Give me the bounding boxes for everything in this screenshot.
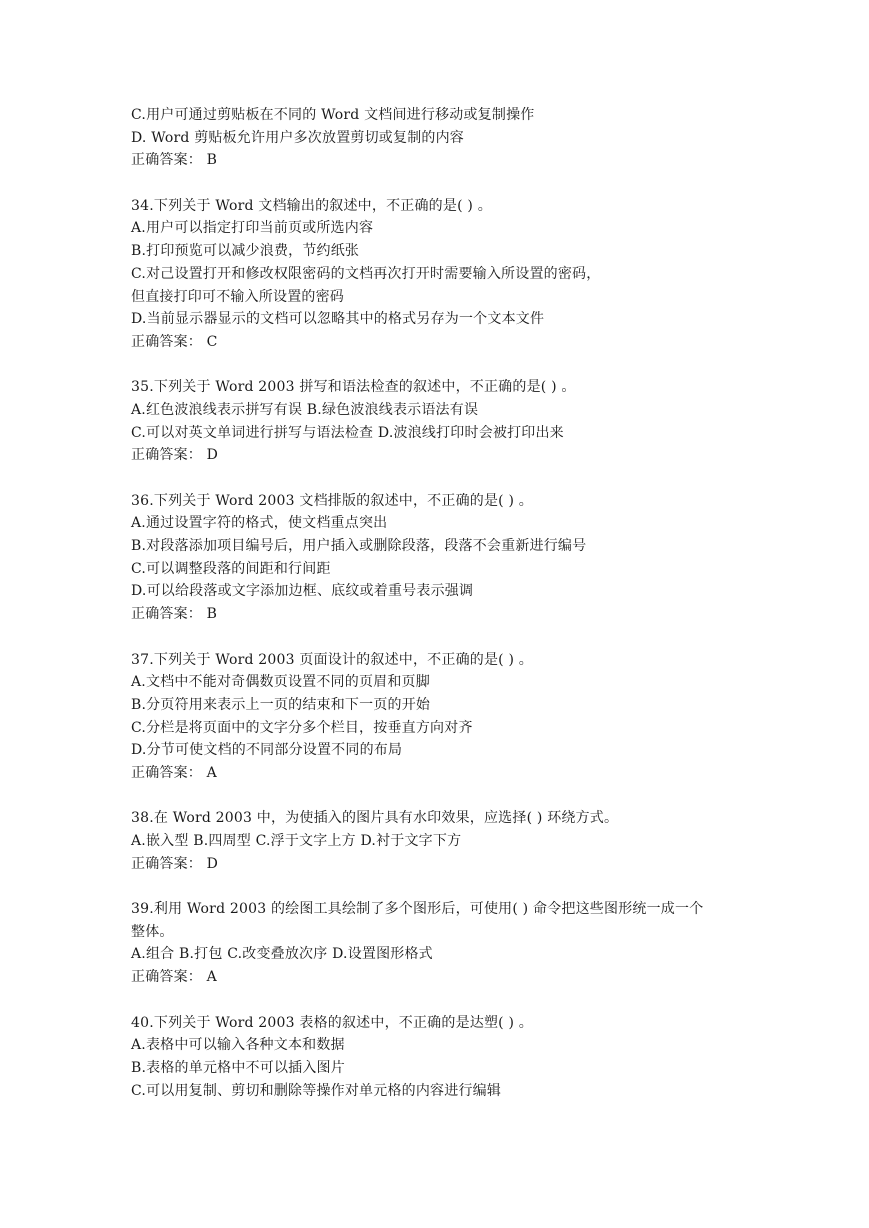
answer: 正确答案： A: [131, 764, 217, 781]
option-d-text: D. Word 剪贴板允许用户多次放置剪切或复制的内容: [131, 129, 464, 146]
question-36: [131, 490, 791, 626]
question-stem-continued: 整体。: [131, 923, 174, 940]
question-34: [131, 195, 791, 354]
option-a: A.用户可以指定打印当前页或所选内容: [131, 220, 374, 237]
spacer: [131, 989, 791, 1012]
answer: 正确答案： B: [131, 606, 218, 623]
spacer: [131, 172, 791, 195]
spacer: [131, 626, 791, 649]
answer: 正确答案： D: [131, 855, 219, 872]
option-c-continued: 但直接打印可不输入所设置的密码: [131, 288, 344, 305]
options: A.组合 B.打包 C.改变叠放次序 D.设置图形格式: [131, 946, 433, 963]
spacer: [131, 875, 791, 898]
options: A.嵌入型 B.四周型 C.浮于文字上方 D.衬于文字下方: [131, 833, 462, 849]
answer-text: 正确答案： B: [131, 152, 218, 169]
question-stem: 36.下列关于 Word 2003 文档排版的叙述中，不正确的是( ) 。: [131, 492, 533, 509]
question-38: [131, 807, 791, 875]
option-d: D.分节可使文档的不同部分设置不同的布局: [131, 742, 403, 759]
options-c-d: C.可以对英文单词进行拼写与语法检查 D.波浪线打印时会被打印出来: [131, 424, 564, 441]
option-c-text: C.用户可通过剪贴板在不同的 Word 文档间进行移动或复制操作: [131, 107, 535, 123]
question-stem: 34.下列关于 Word 文档输出的叙述中，不正确的是( ) 。: [131, 197, 492, 214]
option-c: C.分栏是将页面中的文字分多个栏目，按垂直方向对齐: [131, 719, 473, 736]
answer: 正确答案： A: [131, 969, 217, 986]
question-stem: 35.下列关于 Word 2003 拼写和语法检查的叙述中，不正确的是( ) 。: [131, 379, 576, 396]
intro-block: [131, 104, 791, 172]
answer: 正确答案： C: [131, 333, 218, 350]
option-b: B.表格的单元格中不可以插入图片: [131, 1059, 345, 1076]
option-c: C.可以调整段落的间距和行间距: [131, 560, 331, 577]
option-b: B.打印预览可以减少浪费，节约纸张: [131, 243, 360, 260]
question-40: [131, 1012, 791, 1103]
document-page: [131, 104, 791, 1102]
option-a: A.通过设置字符的格式，使文档重点突出: [131, 515, 388, 532]
question-stem: 39.利用 Word 2003 的绘图工具绘制了多个图形后，可使用( ) 命令把这些图形统一成一个: [131, 901, 704, 918]
question-stem: 40.下列关于 Word 2003 表格的叙述中，不正确的是达塑( ) 。: [131, 1014, 533, 1031]
option-d: D.可以给段落或文字添加边框、底纹或着重号表示强调: [131, 583, 474, 600]
question-stem: 38.在 Word 2003 中，为使插入的图片具有水印效果，应选择( ) 环绕方式。: [131, 810, 619, 827]
spacer: [131, 354, 791, 377]
question-35: [131, 376, 791, 467]
option-b: B.对段落添加项目编号后，用户插入或删除段落，段落不会重新进行编号: [131, 538, 587, 555]
spacer: [131, 785, 791, 808]
question-37: [131, 649, 791, 785]
option-c: C.可以用复制、剪切和删除等操作对单元格的内容进行编辑: [131, 1082, 502, 1099]
options-a-b: A.红色波浪线表示拼写有误 B.绿色波浪线表示语法有误: [131, 401, 479, 418]
question-39: [131, 898, 791, 989]
option-a: A.文档中不能对奇偶数页设置不同的页眉和页脚: [131, 674, 430, 691]
option-c: C.对己设置打开和修改权限密码的文档再次打开时需要输入所设置的密码，: [131, 265, 601, 282]
option-a: A.表格中可以输入各种文本和数据: [131, 1037, 345, 1054]
spacer: [131, 467, 791, 490]
option-b: B.分页符用来表示上一页的结束和下一页的开始: [131, 696, 431, 713]
question-stem: 37.下列关于 Word 2003 页面设计的叙述中，不正确的是( ) 。: [131, 651, 533, 668]
answer: 正确答案： D: [131, 447, 219, 464]
option-d: D.当前显示器显示的文档可以忽略其中的格式另存为一个文本文件: [131, 311, 545, 328]
